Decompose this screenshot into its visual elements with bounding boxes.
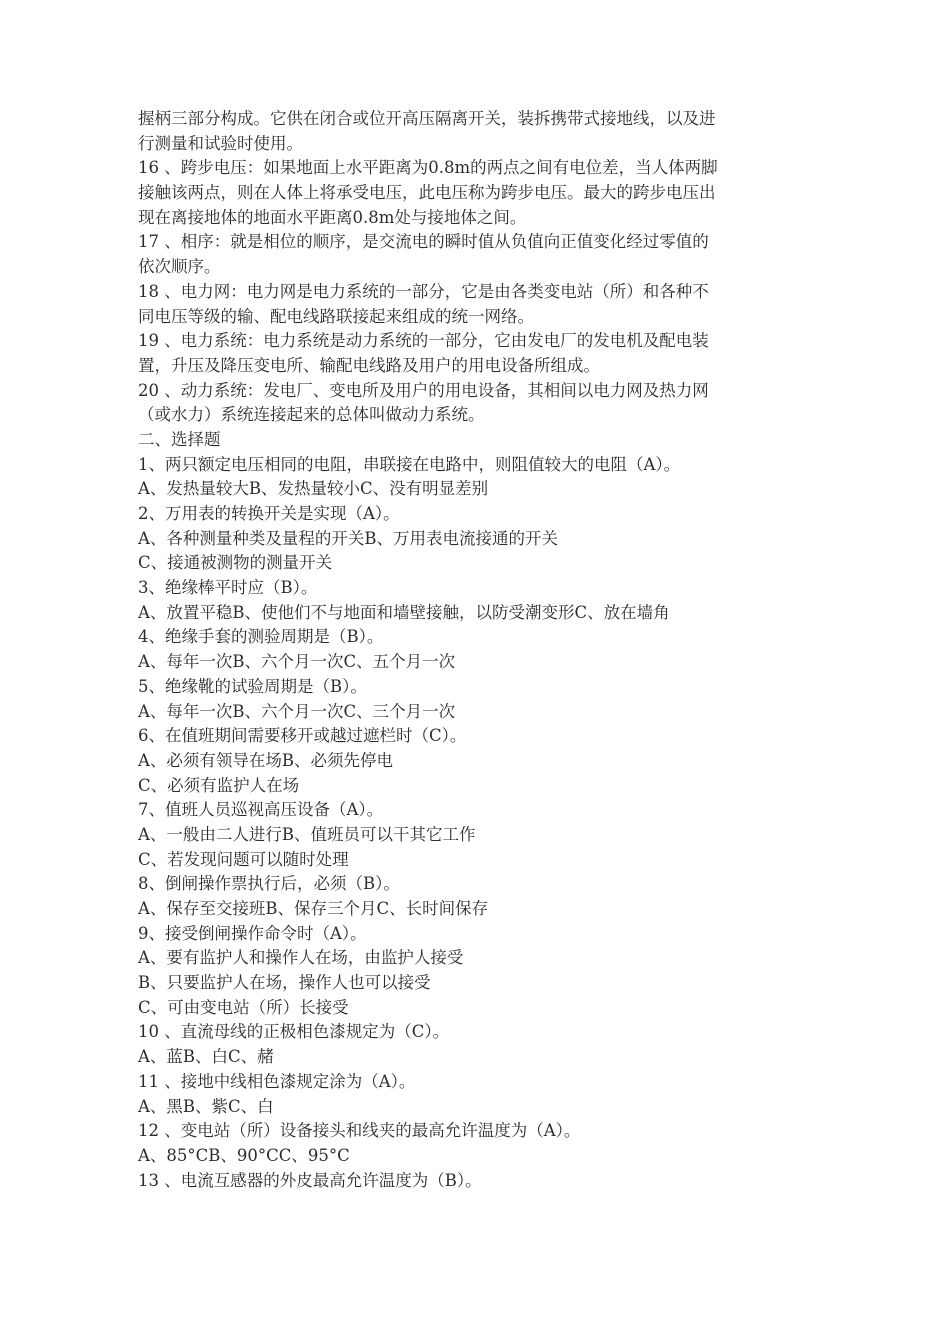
question: 3、绝缘棒平时应（B）。 xyxy=(138,578,318,598)
question: 12 、变电站（所）设备接头和线夹的最高允许温度为（A）。 xyxy=(138,1121,581,1141)
question: 6、在值班期间需要移开或越过遮栏时（C）。 xyxy=(138,726,467,746)
text-line: 17 、相序：就是相位的顺序，是交流电的瞬时值从负值向正值变化经过零值的 xyxy=(138,232,709,252)
question: 2、万用表的转换开关是实现（A）。 xyxy=(138,504,400,523)
question: 13 、电流互感器的外皮最高允许温度为（B）。 xyxy=(138,1170,482,1190)
text-line: 20 、动力系统：发电厂、变电所及用户的用电设备，其相间以电力网及热力网 xyxy=(138,380,709,400)
section-heading: 二、选择题 xyxy=(138,429,221,449)
answer-options: A、发热量较大B、发热量较小C、没有明显差别 xyxy=(138,479,489,499)
text-line: 行测量和试验时使用。 xyxy=(138,133,303,153)
question: 1、两只额定电压相同的电阻，串联接在电路中，则阻值较大的电阻（A）。 xyxy=(138,454,681,474)
answer-options: A、一般由二人进行B、值班员可以干其它工作 xyxy=(138,824,476,844)
answer-options: A、要有监护人和操作人在场，由监护人接受 xyxy=(138,948,464,968)
question: 9、接受倒闸操作命令时（A）。 xyxy=(138,923,367,943)
answer-options: A、每年一次B、六个月一次C、三个月一次 xyxy=(138,701,456,721)
question: 8、倒闸操作票执行后，必须（B）。 xyxy=(138,874,400,894)
document-body xyxy=(138,107,818,1193)
answer-options: A、必须有领导在场B、必须先停电 xyxy=(138,750,394,770)
question: 7、值班人员巡视高压设备（A）。 xyxy=(138,800,384,820)
answer-options: A、保存至交接班B、保存三个月C、长时间保存 xyxy=(138,899,489,918)
answer-options: A、黑B、紫C、白 xyxy=(138,1096,274,1116)
answer-options: A、蓝B、白C、赭 xyxy=(138,1047,274,1067)
text-line: （或水力）系统连接起来的总体叫做动力系统。 xyxy=(138,405,485,425)
text-line: 依次顺序。 xyxy=(138,257,221,277)
question: 11 、接地中线相色漆规定涂为（A）。 xyxy=(138,1071,416,1091)
text-line: 16 、跨步电压：如果地面上水平距离为0.8m的两点之间有电位差，当人体两脚 xyxy=(138,158,718,178)
answer-options: C、若发现问题可以随时处理 xyxy=(138,849,349,869)
question: 10 、直流母线的正极相色漆规定为（C）。 xyxy=(138,1022,450,1042)
text-line: 现在离接地体的地面水平距离0.8m处与接地体之间。 xyxy=(138,207,527,227)
answer-options: A、每年一次B、六个月一次C、五个月一次 xyxy=(138,652,456,672)
text-line: 19 、电力系统：电力系统是动力系统的一部分，它由发电厂的发电机及配电装 xyxy=(138,331,709,351)
text-line: 置，升压及降压变电所、输配电线路及用户的用电设备所组成。 xyxy=(138,355,600,375)
text-line: 同电压等级的输、配电线路联接起来组成的统一网络。 xyxy=(138,306,534,326)
text-line: 18 、电力网：电力网是电力系统的一部分，它是由各类变电站（所）和各种不 xyxy=(138,281,709,301)
answer-options: A、各种测量种类及量程的开关B、万用表电流接通的开关 xyxy=(138,528,559,548)
question: 4、绝缘手套的测验周期是（B）。 xyxy=(138,627,384,647)
answer-options: B、只要监护人在场，操作人也可以接受 xyxy=(138,973,431,993)
answer-options: C、可由变电站（所）长接受 xyxy=(138,997,349,1017)
question: 5、绝缘靴的试验周期是（B）。 xyxy=(138,676,367,696)
answer-options: A、放置平稳B、使他们不与地面和墙壁接触，以防受潮变形C、放在墙角 xyxy=(138,602,670,622)
text-line: 接触该两点，则在人体上将承受电压，此电压称为跨步电压。最大的跨步电压出 xyxy=(138,183,716,203)
text-line: 握柄三部分构成。它供在闭合或位开高压隔离开关，装拆携带式接地线，以及进 xyxy=(138,109,716,128)
answer-options: C、必须有监护人在场 xyxy=(138,775,300,795)
answer-options: C、接通被测物的测量开关 xyxy=(138,553,333,573)
answer-options: A、85°CB、90°CC、95°C xyxy=(138,1145,350,1165)
